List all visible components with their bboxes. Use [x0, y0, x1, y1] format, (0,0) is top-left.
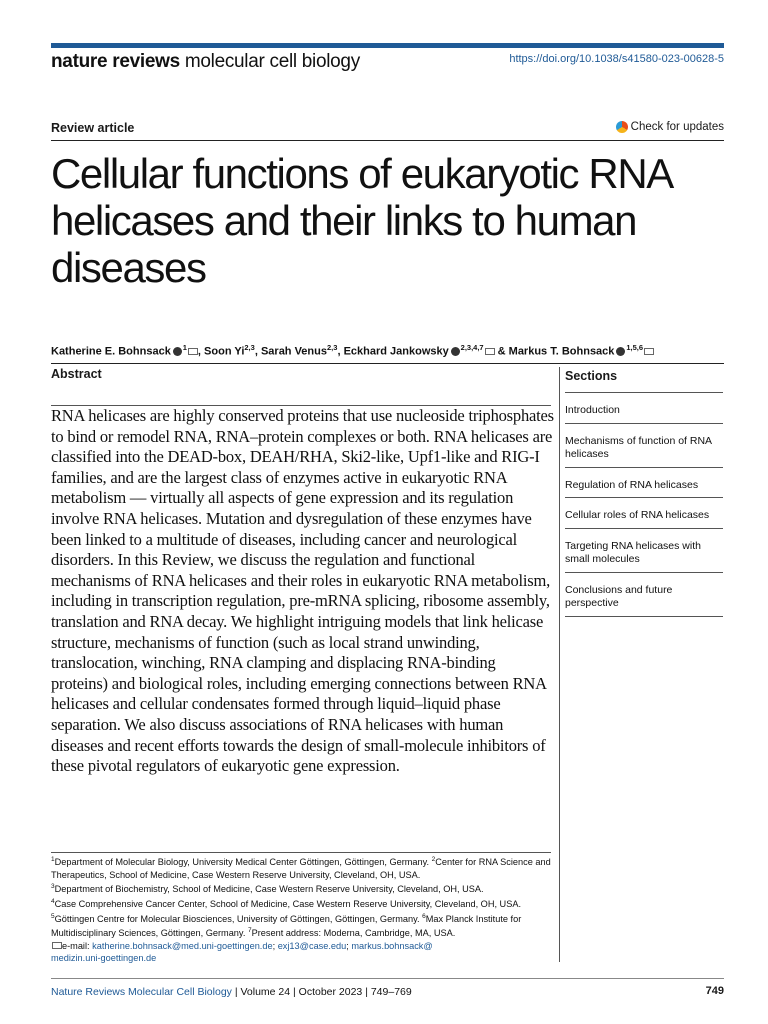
email-label: e-mail: — [62, 940, 90, 951]
section-link-cellular-roles[interactable]: Cellular roles of RNA helicases — [565, 498, 723, 529]
section-link-targeting[interactable]: Targeting RNA helicases with small molecules — [565, 529, 723, 573]
footer-citation — [51, 986, 412, 998]
check-updates-icon — [616, 121, 628, 133]
abstract-heading: Abstract — [51, 367, 102, 381]
sections-heading: Sections — [565, 369, 618, 383]
check-updates-link[interactable] — [616, 121, 724, 133]
author-name: Soon Yi — [204, 345, 245, 358]
sections-list — [565, 392, 723, 617]
orcid-icon[interactable] — [616, 347, 625, 356]
author-list: Katherine E. Bohnsack $^1$ , Soon Yi$^{2,3}$, Sarah Venus$^{2,3}$, Eckhard Jankowsky $^{2,3,4,7}$ & Markus T. Bohnsack $^{1,5,6}$ — [51, 343, 741, 358]
email-link-mbohnsack-domain[interactable]: medizin.uni-goettingen.de — [51, 953, 157, 964]
affiliation-2: Center for RNA Science and Therapeutics, School of Medicine, Case Western Reserve University, Cleveland, OH, USA. — [51, 857, 551, 880]
author-affiliation: 1 — [182, 343, 187, 352]
author-name: Eckhard Jankowsky — [343, 345, 449, 358]
article-type: Review article — [51, 121, 135, 135]
orcid-icon[interactable] — [173, 347, 182, 356]
author-name: Katherine E. Bohnsack — [51, 345, 171, 358]
author-affiliation: 1,5,6 — [626, 343, 644, 352]
author-name: Sarah Venus — [260, 345, 327, 358]
authors-divider — [51, 363, 724, 364]
affiliation-4: Case Comprehensive Cancer Center, School of Medicine, Case Western Reserve University, Cleveland, OH, USA. — [54, 898, 522, 909]
author-name: Markus T. Bohnsack — [508, 345, 615, 358]
author-affiliation: 2,3 — [244, 343, 255, 352]
article-title: Cellular functions of eukaryotic RNA helicases and their links to human diseases — [51, 150, 671, 291]
top-accent-bar — [51, 43, 724, 48]
section-link-introduction[interactable]: Introduction — [565, 393, 723, 424]
abstract-text: RNA helicases are highly conserved proteins that use nucleoside triphosphates to bind or remodel RNA, RNA–protein complexes or both. RNA helicases are classified into the DEAD-box, DEAH/RHA, Ski2-like, Upf1-like and RIG-I families, and are the largest class of enzymes active in eukaryotic RNA metabolism — virtually all aspects of gene expression and its regulation involve RNA helicases. Mutation and dysregulation of these enzymes have been linked to a multitude of diseases, including cancer and neurological disorders. In this Review, we discuss the regulation and functional mechanisms of RNA helicases and their roles in eukaryotic RNA metabolism, including in transcription regulation, pre-mRNA splicing, ribosome assembly, translation and RNA decay. We highlight intriguing models that link helicase structure, mechanisms of function (such as local strand unwinding, translocation, winching, RNA clamping and displacing RNA-binding proteins) and biological roles, including emerging connections between RNA helicases and cellular condensates formed through liquid–liquid phase separation. We also discuss associations of RNA helicases with human diseases and recent efforts towards the design of small-molecule inhibitors of these pivotal regulators of eukaryotic gene expression. — [51, 406, 554, 776]
check-updates-label: Check for updates — [630, 121, 724, 133]
affiliation-7: Present address: Moderna, Cambridge, MA, USA. — [251, 928, 456, 939]
email-link-ejankowsky[interactable]: exj13@case.edu — [277, 940, 347, 951]
email-link-mbohnsack[interactable]: markus.bohnsack@ — [351, 940, 433, 951]
section-link-mechanisms[interactable]: Mechanisms of function of RNA helicases — [565, 424, 723, 468]
footnotes-divider — [51, 852, 551, 853]
footer-divider — [51, 978, 724, 979]
journal-name-light: molecular cell biology — [184, 51, 360, 72]
email-link-kbohnsack[interactable]: katherine.bohnsack@med.uni-goettingen.de — [92, 940, 273, 951]
affiliation-3: Department of Biochemistry, School of Medicine, Case Western Reserve University, Cleveland, OH, USA. — [54, 884, 484, 895]
author-affiliation: 2,3,4,7 — [460, 343, 484, 352]
journal-name — [51, 51, 360, 73]
section-link-conclusions[interactable]: Conclusions and future perspective — [565, 573, 723, 617]
footer-issue-details: | Volume 24 | October 2023 | 749–769 — [231, 986, 412, 998]
footer-journal-name[interactable]: Nature Reviews Molecular Cell Biology — [51, 986, 232, 998]
doi-link[interactable]: https://doi.org/10.1038/s41580-023-00628-5 — [509, 53, 724, 65]
orcid-icon[interactable] — [451, 347, 460, 356]
affiliation-1: Department of Molecular Biology, University Medical Center Göttingen, Göttingen, Germany. — [54, 857, 430, 868]
header-divider — [51, 140, 724, 141]
affiliation-5: Göttingen Centre for Molecular Biosciences, University of Göttingen, Göttingen, Germany. — [54, 913, 420, 924]
affiliations-footnotes: $^1$Department of Molecular Biology, University Medical Center Göttingen, Göttingen, Germany. $^2$Center for RNA Science and Therapeutics, School of Medicine, Case Western Reserve University, Cleveland, OH, USA. $^3$Department of Biochemistry, School of Medicine, Case Western Reserve University, Cleveland, OH, USA. $^4$Case Comprehensive Cancer Center, School of Medicine, Case Western Reserve University, Cleveland, OH, USA. $^5$Göttingen Centre for Molecular Biosciences, University of Göttingen, Göttingen, Germany. $^6$Max Planck Institute for Multidisciplinary Sciences, Göttingen, Germany. $^7$Present address: Moderna, Cambridge, MA, USA. e-mail: katherine.bohnsack@med.uni-goettingen.de; exj13@case.edu; markus.bohnsack@ medizin.uni-goettingen.de — [51, 856, 551, 964]
affiliation-6: Max Planck Institute for Multidisciplinary Sciences, Göttingen, Germany. — [51, 913, 522, 939]
column-divider — [559, 367, 560, 962]
email-icon[interactable] — [485, 348, 495, 355]
email-icon[interactable] — [188, 348, 198, 355]
email-icon[interactable] — [644, 348, 654, 355]
journal-name-bold: nature reviews — [51, 51, 180, 72]
author-affiliation: 2,3 — [327, 343, 338, 352]
email-icon — [52, 942, 62, 949]
section-link-regulation[interactable]: Regulation of RNA helicases — [565, 468, 723, 499]
page-number: 749 — [705, 985, 724, 997]
